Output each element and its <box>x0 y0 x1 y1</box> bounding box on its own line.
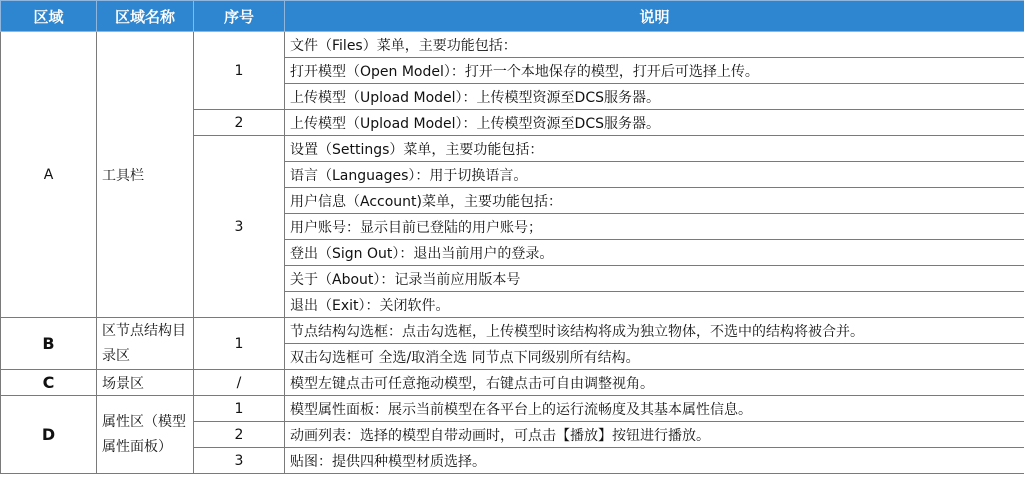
index-cell: 3 <box>194 448 285 474</box>
description-cell: 模型属性面板：展示当前模型在各平台上的运行流畅度及其基本属性信息。 <box>285 396 1024 422</box>
description-cell: 语言（Languages）：用于切换语言。 <box>285 162 1024 188</box>
index-cell: 1 <box>194 32 285 110</box>
index-cell: 2 <box>194 422 285 448</box>
table-row <box>1 318 1024 344</box>
region-code-c: C <box>1 370 97 396</box>
table-row <box>1 32 1024 58</box>
description-cell: 贴图：提供四种模型材质选择。 <box>285 448 1024 474</box>
header-index: 序号 <box>194 1 285 32</box>
description-cell: 关于（About）：记录当前应用版本号 <box>285 266 1024 292</box>
description-cell: 退出（Exit）：关闭软件。 <box>285 292 1024 318</box>
header-description: 说明 <box>285 1 1024 32</box>
description-cell: 设置（Settings）菜单，主要功能包括： <box>285 136 1024 162</box>
index-cell: 1 <box>194 318 285 370</box>
description-cell: 双击勾选框可 全选/取消全选 同节点下同级别所有结构。 <box>285 344 1024 370</box>
header-row <box>1 1 1024 32</box>
region-name-c: 场景区 <box>97 370 194 396</box>
description-cell: 模型左键点击可任意拖动模型，右键点击可自由调整视角。 <box>285 370 1024 396</box>
region-code-d: D <box>1 396 97 474</box>
region-name-a: 工具栏 <box>97 32 194 318</box>
header-region-name: 区域名称 <box>97 1 194 32</box>
table-row <box>1 370 1024 396</box>
index-cell: 2 <box>194 110 285 136</box>
table-row <box>1 396 1024 422</box>
description-cell: 打开模型（Open Model）：打开一个本地保存的模型，打开后可选择上传。 <box>285 58 1024 84</box>
description-cell: 节点结构勾选框：点击勾选框，上传模型时该结构将成为独立物体，不选中的结构将被合并。 <box>285 318 1024 344</box>
region-code-b: B <box>1 318 97 370</box>
description-cell: 用户信息（Account)菜单，主要功能包括： <box>285 188 1024 214</box>
region-code-a: A <box>1 32 97 318</box>
description-cell: 动画列表：选择的模型自带动画时，可点击【播放】按钮进行播放。 <box>285 422 1024 448</box>
description-cell: 上传模型（Upload Model）：上传模型资源至DCS服务器。 <box>285 110 1024 136</box>
index-cell: / <box>194 370 285 396</box>
index-cell: 3 <box>194 136 285 318</box>
description-cell: 文件（Files）菜单，主要功能包括： <box>285 32 1024 58</box>
index-cell: 1 <box>194 396 285 422</box>
region-name-b: 区节点结构目录区 <box>97 318 194 370</box>
header-region: 区域 <box>1 1 97 32</box>
region-name-d: 属性区（模型属性面板） <box>97 396 194 474</box>
description-cell: 上传模型（Upload Model）：上传模型资源至DCS服务器。 <box>285 84 1024 110</box>
description-cell: 用户账号：显示目前已登陆的用户账号； <box>285 214 1024 240</box>
description-cell: 登出（Sign Out）：退出当前用户的登录。 <box>285 240 1024 266</box>
